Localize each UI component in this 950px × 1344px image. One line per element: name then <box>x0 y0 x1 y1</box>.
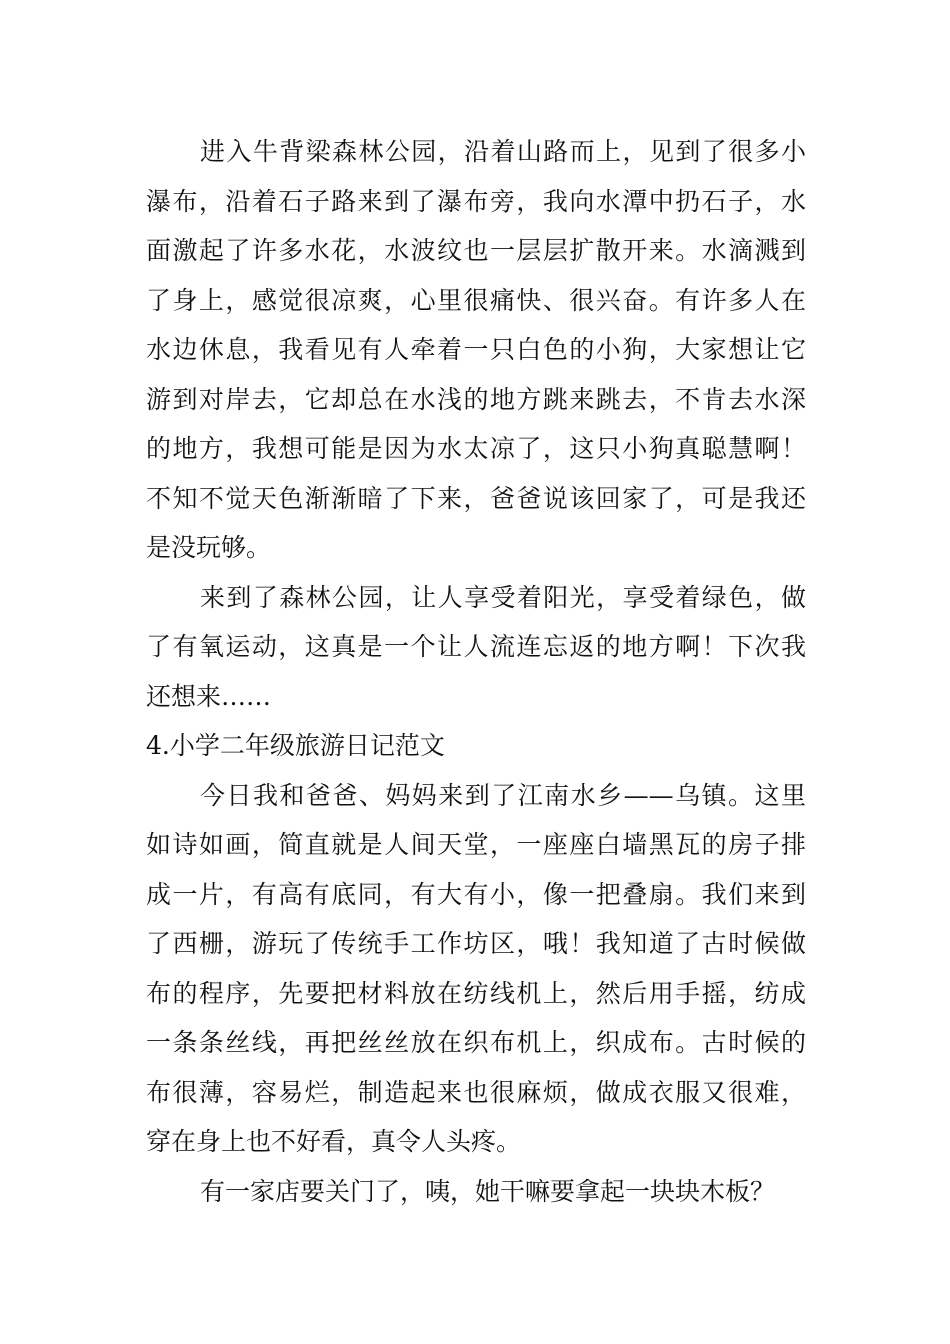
text-line: 穿在身上也不好看，真令人头疼。 <box>146 1127 522 1156</box>
text-line: 不知不觉天色渐渐暗了下来，爸爸说该回家了，可是我还 <box>146 483 806 513</box>
text-line: 面激起了许多水花，水波纹也一层层扩散开来。水滴溅到 <box>146 236 806 265</box>
text-line: 的地方，我想可能是因为水太凉了，这只小狗真聪慧啊！ <box>146 434 806 463</box>
text-line: 是没玩够。 <box>146 533 272 562</box>
text-line: 游到对岸去，它却总在水浅的地方跳来跳去，不肯去水深 <box>146 384 806 414</box>
text-line: 布很薄，容易烂，制造起来也很麻烦，做成衣服又很难， <box>146 1077 806 1107</box>
text-line: 进入牛背梁森林公园，沿着山路而上，见到了很多小 <box>200 137 806 166</box>
section-heading: 4.小学二年级旅游日记范文 <box>146 731 445 760</box>
document-page <box>146 127 806 1216</box>
text-line: 来到了森林公园，让人享受着阳光，享受着绿色，做 <box>200 582 806 612</box>
text-line: 一条条丝线，再把丝丝放在织布机上，织成布。古时候的 <box>146 1028 806 1057</box>
paragraph-3 <box>146 771 806 1167</box>
text-line: 了有氧运动，这真是一个让人流连忘返的地方啊！下次我 <box>146 632 806 661</box>
text-line: 如诗如画，简直就是人间天堂，一座座白墙黑瓦的房子排 <box>146 830 806 859</box>
text-line: 有一家店要关门了，咦，她干嘛要拿起一块块木板？ <box>200 1176 776 1206</box>
paragraph-4 <box>146 1167 806 1217</box>
text-line: 布的程序，先要把材料放在纺线机上，然后用手摇，纺成 <box>146 978 806 1008</box>
text-line: 了身上，感觉很凉爽，心里很痛快、很兴奋。有许多人在 <box>146 285 806 315</box>
text-line: 水边休息，我看见有人牵着一只白色的小狗，大家想让它 <box>146 335 806 364</box>
text-line: 还想来…… <box>146 681 272 711</box>
paragraph-1 <box>146 127 806 573</box>
text-line: 瀑布，沿着石子路来到了瀑布旁，我向水潭中扔石子，水 <box>146 186 806 216</box>
text-line: 了西栅，游玩了传统手工作坊区，哦！我知道了古时候做 <box>146 929 806 958</box>
paragraph-2 <box>146 573 806 722</box>
text-line: 成一片，有高有底同，有大有小，像一把叠扇。我们来到 <box>146 879 806 909</box>
text-line: 今日我和爸爸、妈妈来到了江南水乡——乌镇。这里 <box>200 780 806 810</box>
